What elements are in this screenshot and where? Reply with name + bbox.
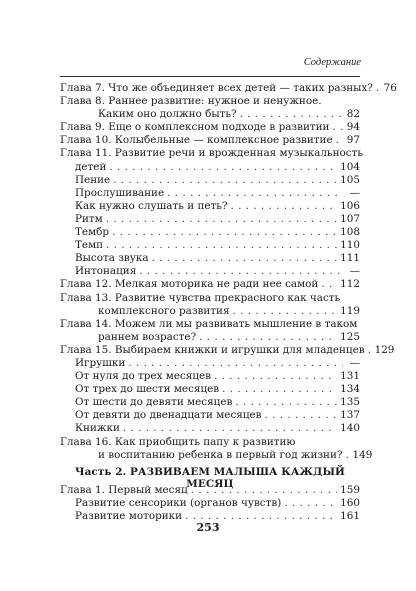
table-of-contents: [60, 82, 397, 462]
toc-entry: [60, 409, 360, 422]
toc-entry-page: 160: [340, 497, 360, 510]
toc-entry-title: Ритм: [75, 212, 103, 225]
running-header: Содержание: [303, 57, 361, 68]
toc-entry: [60, 305, 360, 318]
toc-entry: [60, 436, 360, 449]
toc-entry-title: Как нужно слушать и петь?: [75, 199, 228, 212]
toc-entry-page: 112: [340, 278, 360, 291]
toc-entry-title: Прослушивание: [75, 186, 165, 199]
dot-leader: [214, 370, 337, 383]
toc-entry: [60, 187, 360, 200]
dot-leader: [106, 213, 337, 226]
toc-entry-page: —: [349, 265, 360, 278]
toc-entry-page: 140: [340, 422, 360, 435]
toc-entry-page: 159: [340, 484, 360, 496]
toc-entry-page: 105: [340, 173, 360, 186]
toc-entry: [60, 174, 360, 187]
page-number: 253: [196, 521, 220, 534]
toc-entry: [60, 422, 360, 435]
toc-entry: [60, 161, 360, 174]
toc-entry-title: Высота звука: [75, 252, 149, 265]
toc-entry: [60, 82, 397, 95]
dot-leader: [199, 331, 337, 344]
dot-leader: [284, 497, 337, 510]
toc-entry: [60, 265, 360, 278]
dot-leader: [235, 396, 337, 409]
dot-leader: [231, 200, 338, 213]
toc-entry-page: 131: [340, 370, 360, 383]
header-rule: [60, 76, 360, 77]
toc-entry-title: Глава 7. Что же объединяет всех детей — таких разных?: [60, 82, 373, 94]
toc-entry-page: 82: [346, 108, 360, 121]
toc-entry-page: 76: [383, 82, 397, 94]
dot-leader: [167, 187, 343, 200]
toc-entry-page: 129: [374, 343, 395, 356]
toc-entry-title: раннем возрасте?: [98, 330, 197, 343]
toc-entry-page: 110: [340, 239, 360, 252]
dot-leader: [106, 239, 337, 252]
toc-entry-page: 108: [340, 226, 360, 239]
toc-entry-page: 125: [340, 330, 360, 343]
toc-entry-title: Темп: [75, 239, 104, 252]
toc-entry-title: Глава 8. Раннее развитие: нужное и ненужное.: [60, 95, 322, 108]
toc-entry: [60, 278, 360, 291]
toc-entry-title: Игрушки: [75, 356, 126, 369]
toc-entry-title: Глава 13. Развитие чувства прекрасного как часть: [60, 291, 341, 304]
toc-entry: [60, 448, 373, 462]
toc-entry: [60, 239, 360, 252]
dot-leader: [191, 484, 337, 497]
toc-entry: [60, 121, 360, 134]
toc-entry-page: 104: [340, 160, 360, 173]
toc-entry-title: От девяти до двенадцати месяцев: [75, 409, 262, 422]
dot-leader: [233, 305, 338, 318]
toc-entry-title: Глава 15. Выбираем книжки и игрушки для младенцев: [60, 343, 365, 356]
toc-entry-page: 97: [346, 134, 360, 147]
toc-entry: [60, 396, 360, 409]
dot-leader: [109, 161, 337, 174]
toc-entry-page: —: [349, 186, 360, 199]
toc-entry-title: и воспитанию ребенка в первый год жизни?: [98, 448, 343, 461]
toc-entry: [60, 318, 360, 331]
toc-entry-page: 161: [340, 510, 360, 523]
dot-leader: [123, 422, 337, 435]
toc-entry-page: 149: [352, 448, 373, 461]
toc-entry-page: 106: [340, 199, 360, 212]
toc-entry-title: Глава 16. Как приобщить папу к развитию: [60, 435, 296, 448]
toc-entry-title: От трех до шести месяцев: [75, 383, 220, 396]
toc-entry: [60, 213, 360, 226]
dot-leader: [128, 357, 343, 370]
toc-entry-page: 134: [340, 383, 360, 396]
toc-entry: [60, 108, 360, 121]
dot-leader: [222, 383, 337, 396]
toc-entry-page: 94: [346, 121, 360, 134]
dot-leader: [368, 344, 372, 357]
toc-entry-title: Тембр: [75, 226, 110, 239]
toc-entry-page: 119: [340, 304, 360, 317]
dot-leader: [152, 252, 338, 265]
dot-leader: [113, 174, 337, 187]
toc-entry: [60, 252, 360, 265]
toc-entry-title: Глава 11. Развитие речи и врожденная музыкальность: [60, 147, 363, 160]
toc-entry-title: Глава 12. Мелкая моторика не ради нее самой: [60, 278, 319, 291]
toc-entry-page: 135: [340, 396, 360, 409]
toc-entry: [60, 331, 360, 344]
toc-entry-title: От нуля до трех месяцев: [75, 370, 212, 383]
toc-entry-title: Глава 1. Первый месяц: [60, 484, 188, 496]
toc-entry: [60, 147, 363, 160]
dot-leader: [139, 265, 343, 278]
toc-entry: [60, 383, 360, 396]
dot-leader: [265, 409, 338, 422]
toc-entry: [60, 357, 360, 370]
dot-leader: [345, 449, 349, 462]
toc-entry: [60, 226, 360, 239]
toc-entry-page: 137: [340, 409, 360, 422]
toc-entry-title: Каким оно должно быть?: [98, 108, 237, 121]
toc-entry-title: Пение: [75, 173, 111, 186]
toc-entry-title: Глава 14. Можем ли мы развивать мышление в таком: [60, 317, 358, 330]
toc-entry-title: комплексного развития: [98, 304, 230, 317]
toc-entry-title: детей: [75, 160, 107, 173]
toc-entry: [60, 95, 360, 108]
dot-leader: [321, 278, 337, 291]
toc-entry-title: От шести до девяти месяцев: [75, 396, 233, 409]
toc-entry: [60, 292, 360, 305]
table-of-contents-part-2: [60, 484, 360, 523]
part-heading: Часть 2. РАЗВИВАЕМ МАЛЫША КАЖДЫЙ МЕСЯЦ: [75, 466, 345, 490]
toc-entry-title: Глава 10. Колыбельные — комплексное развитие: [60, 134, 333, 147]
toc-entry: [60, 134, 360, 147]
toc-entry-title: Книжки: [75, 422, 120, 435]
toc-entry-page: 111: [340, 252, 360, 265]
dot-leader: [376, 82, 380, 95]
toc-entry: [60, 370, 360, 383]
dot-leader: [112, 226, 337, 239]
toc-entry-title: Глава 9. Еще о комплексном подходе в развитии: [60, 121, 330, 134]
toc-entry-title: Интонация: [75, 265, 137, 278]
toc-entry: [60, 200, 360, 213]
dot-leader: [240, 108, 343, 121]
dot-leader: [332, 121, 343, 134]
toc-entry-title: Развитие сенсорики (органов чувств): [75, 497, 282, 510]
toc-entry: [60, 343, 395, 357]
toc-entry: [60, 497, 360, 510]
toc-entry-page: 107: [340, 212, 360, 225]
toc-entry: [60, 484, 360, 497]
toc-entry-title: Развитие моторики: [75, 510, 183, 523]
toc-entry-page: —: [349, 356, 360, 369]
dot-leader: [336, 134, 343, 147]
